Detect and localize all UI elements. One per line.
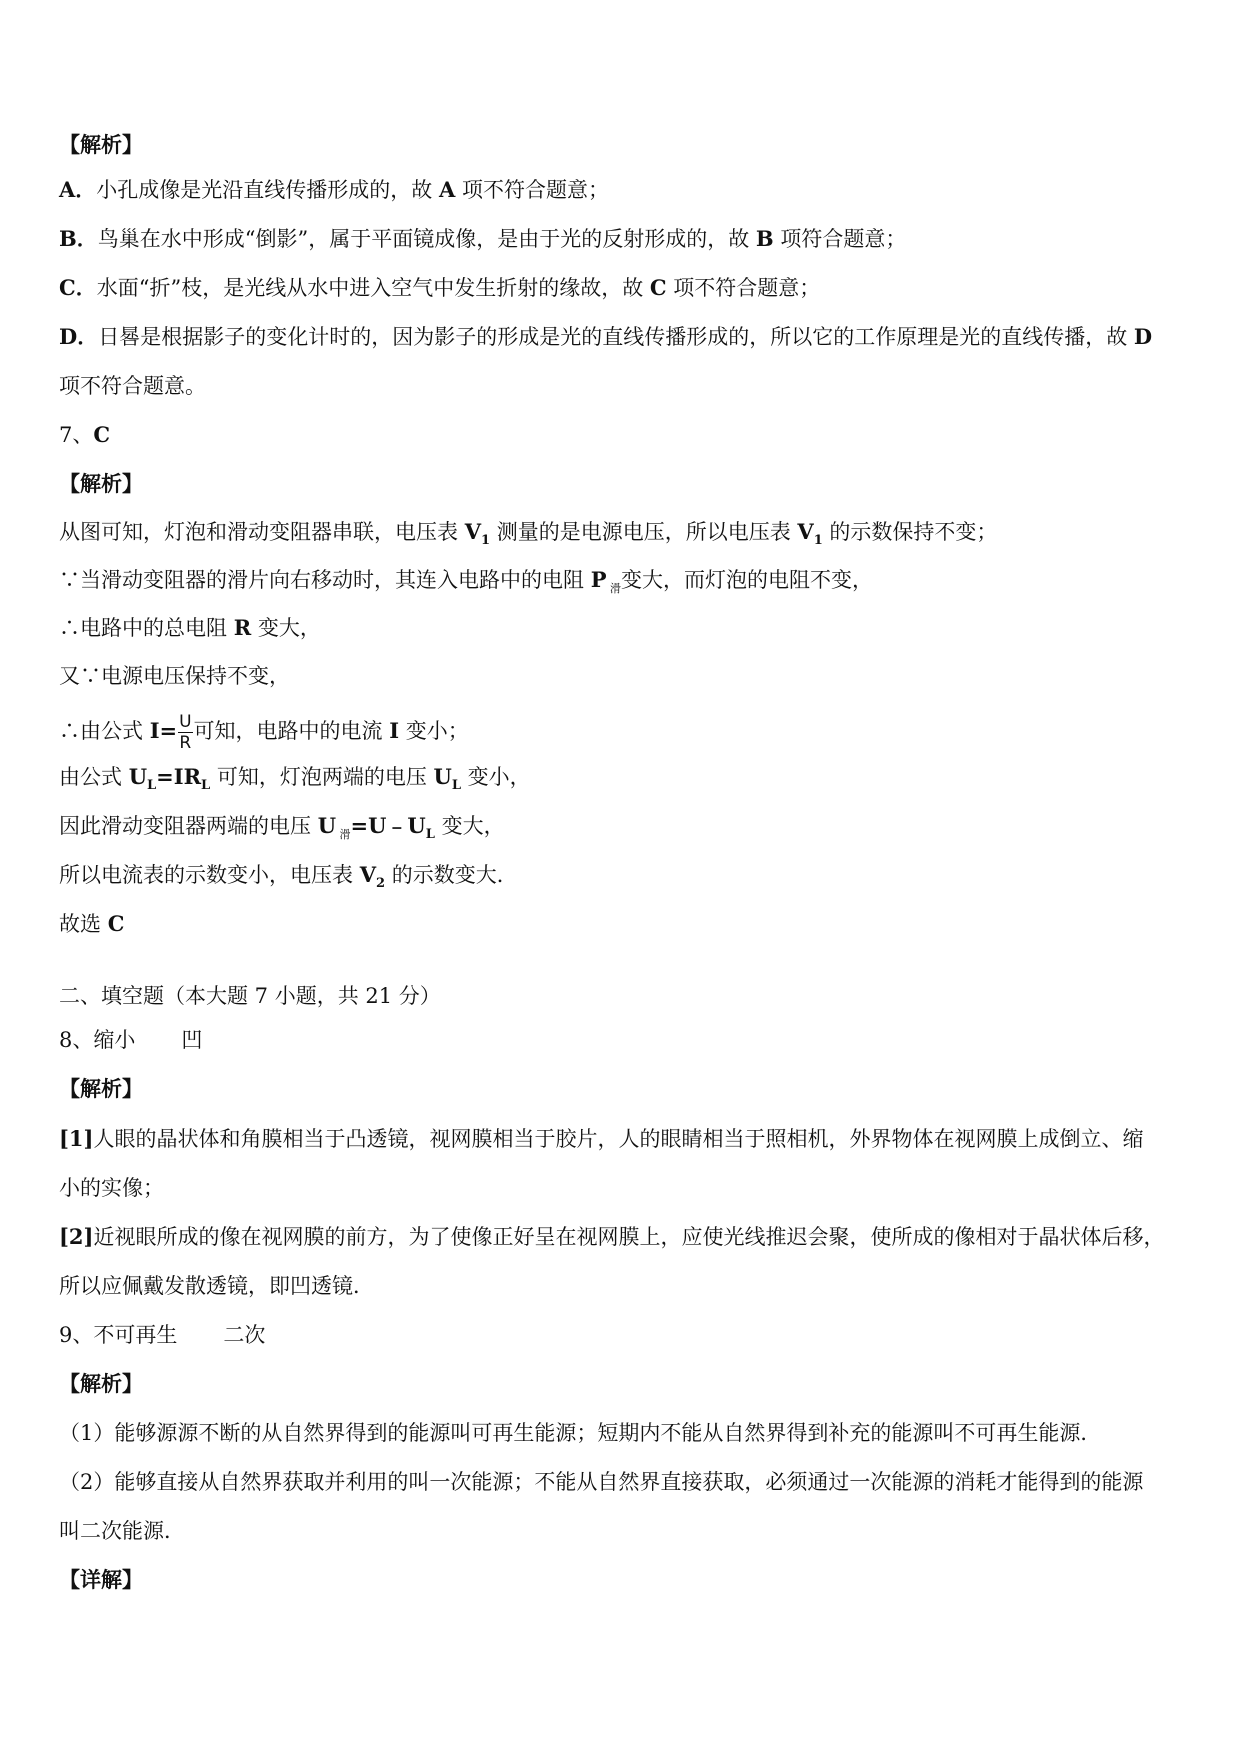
explanation-line [59,1125,1143,1153]
subscript: L [451,778,461,793]
fraction-numerator: U [179,712,192,732]
option-a-letter: A [438,177,456,202]
option-c-text: 水面“折”枝，是光线从水中进入空气中发生折射的缘故，故 [96,276,650,300]
symbol-p: P [590,567,607,592]
question-8-answer [59,1026,202,1054]
detail-heading: 【详解】 [59,1567,143,1592]
question-7-number: 7、 [59,423,94,447]
option-d-text: 日晷是根据影子的变化计时的，因为影子的形成是光的直线传播形成的，所以它的工作原理是光的直线传播，故 [98,325,1134,349]
subscript: L [147,778,157,793]
explanation-line: 小的实像； [59,1176,164,1200]
analysis-heading: 【解析】 [59,1076,143,1101]
option-d-letter: D [1133,324,1153,349]
symbol-v: V [797,519,814,544]
formula-rhs: =U﹣U [350,813,426,838]
subscript: 滑 [606,582,621,595]
subscript: L [201,778,211,793]
explanation-line: （2）能够直接从自然界获取并利用的叫一次能源；不能从自然界直接获取，必须通过一次能源的消耗才能得到的能源 [59,1470,1144,1494]
option-b-line [59,225,906,253]
symbol-r: R [233,615,252,640]
section-heading: 二、填空题（本大题 7 小题，共 21 分） [59,984,441,1008]
text-segment: 变大，而灯泡的电阻不变， [620,568,873,592]
explanation-line [59,763,531,795]
text-segment: 的示数变大． [385,863,518,887]
symbol-u: U [317,813,337,838]
option-d-continuation: 项不符合题意。 [59,374,206,398]
subscript: 2 [375,876,386,891]
symbol-v: V [359,862,376,887]
text-segment: 变大， [434,814,505,838]
text-segment: ∴电路中的总电阻 [59,616,234,640]
option-a-label: A． [59,177,97,202]
answer-choice: C [107,911,125,936]
answer-blank-2: 二次 [223,1323,266,1347]
option-c-tail: 项不符合题意； [666,276,821,300]
subscript: 滑 [336,828,351,841]
text-segment: 由公式 [59,765,129,789]
option-a-text: 小孔成像是光沿直线传播形成的，故 [96,178,439,202]
text-segment: 的示数保持不变； [822,520,998,544]
final-answer-line [59,910,124,938]
text-segment: 测量的是电源电压，所以电压表 [490,520,798,544]
question-7-choice: C [93,422,111,447]
explanation-line [59,614,321,642]
option-c-label: C． [59,275,97,300]
option-d-label: D． [59,324,99,349]
text-segment: ∵当滑动变阻器的滑片向右移动时，其连入电路中的电阻 [59,568,591,592]
text-segment: 故选 [59,912,108,936]
symbol-u: U [433,764,452,789]
analysis-heading: 【解析】 [59,132,143,157]
formula-lhs: I= [149,718,178,743]
explanation-line: （1）能够源源不断的从自然界得到的能源叫可再生能源；短期内不能从自然界得到补充的能源叫不可再生能源． [59,1421,1102,1445]
explanation-line: 又∵电源电压保持不变， [59,664,290,688]
option-c-letter: C [649,275,667,300]
text-segment: 变小； [399,719,469,743]
option-a-tail: 项不符合题意； [455,178,609,202]
answer-blank-2: 凹 [181,1028,203,1052]
answer-blank-1: 9、不可再生 [59,1323,178,1347]
subscript: L [425,827,435,842]
symbol-v: V [464,519,481,544]
fraction [178,712,192,753]
option-b-label: B． [59,226,98,251]
option-b-tail: 项符合题意； [773,227,907,251]
text-segment: ∴由公式 [59,719,150,743]
symbol-i: I [389,718,400,743]
text-segment: 人眼的晶状体和角膜相当于凸透镜，视网膜相当于胶片，人的眼睛相当于照相机，外界物体在视网膜上成倒立、缩 [93,1127,1144,1151]
answer-blank-1: 8、缩小 [59,1028,136,1052]
explanation-line [59,861,518,893]
subscript: 1 [480,533,491,548]
explanation-line: 所以应佩戴发散透镜，即凹透镜． [59,1274,374,1298]
symbol-u: U [128,764,148,789]
text-segment: 可知，灯泡两端的电压 [210,765,434,789]
question-7-answer [59,421,110,449]
explanation-line [59,518,997,550]
explanation-line [59,812,505,844]
option-a-line [59,176,609,204]
formula-rhs: =IR [156,764,202,789]
subscript: 1 [813,533,823,548]
analysis-heading: 【解析】 [59,1371,143,1396]
text-segment: 近视眼所成的像在视网膜的前方，为了使像正好呈在视网膜上，应使光线推迟会聚，使所成的像相对于晶状体后移， [93,1225,1165,1249]
explanation-line [59,1223,1164,1251]
text-segment: 变小， [461,765,531,789]
text-segment: 从图可知，灯泡和滑动变阻器串联，电压表 [59,520,465,544]
question-9-answer [59,1321,265,1349]
text-segment: 所以电流表的示数变小，电压表 [59,863,360,887]
text-segment: 变大， [251,616,321,640]
option-c-line [59,274,820,302]
text-segment: 因此滑动变阻器两端的电压 [59,814,318,838]
text-segment: 可知，电路中的电流 [193,719,390,743]
item-marker: [1] [59,1126,94,1151]
fraction-denominator: R [179,733,192,753]
explanation-line: 叫二次能源． [59,1519,185,1543]
option-d-line [59,323,1152,351]
option-b-text: 鸟巢在水中形成“倒影”，属于平面镜成像，是由于光的反射形成的，故 [97,227,756,251]
item-marker: [2] [59,1224,94,1249]
analysis-heading: 【解析】 [59,471,143,496]
formula-line [59,712,469,753]
explanation-line [59,566,873,598]
option-b-letter: B [755,226,774,251]
